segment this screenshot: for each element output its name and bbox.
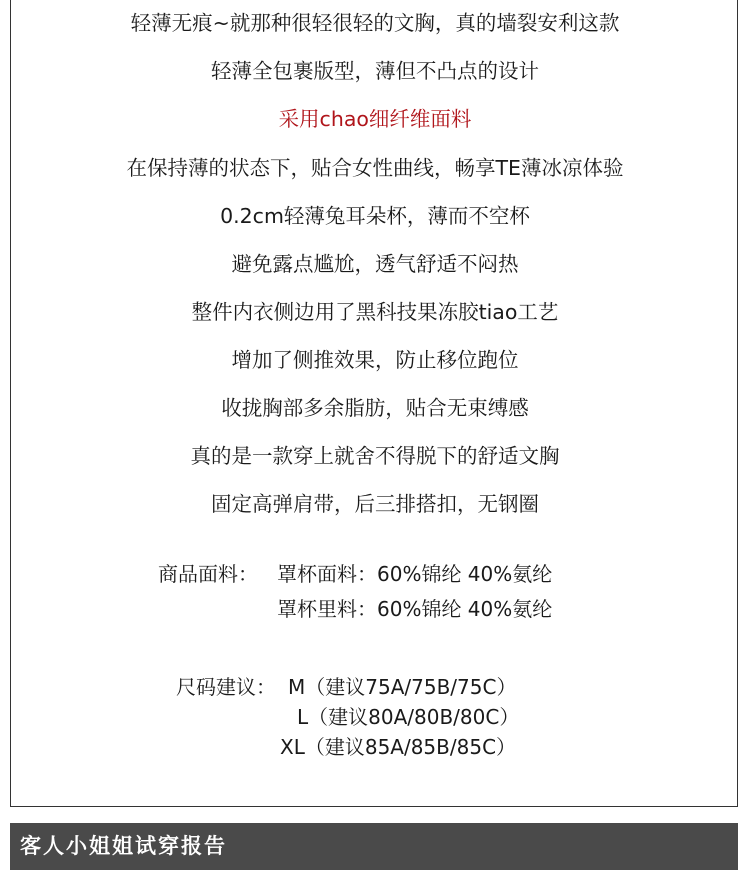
intro-line-9: 收拢胸部多余脂肪，贴合无束缚感 — [221, 396, 529, 420]
size-row-xl: XL（建议85A/85B/85C） — [280, 735, 517, 759]
size-row-l: L（建议80A/80B/80C） — [297, 705, 520, 729]
fabric-cup-outer: 罩杯面料：60%锦纶 40%氨纶 — [277, 562, 553, 586]
intro-line-11: 固定高弹肩带，后三排搭扣，无钢圈 — [211, 492, 539, 516]
intro-line-2: 轻薄全包裹版型，薄但不凸点的设计 — [211, 59, 539, 83]
fabric-cup-inner: 罩杯里料：60%锦纶 40%氨纶 — [277, 597, 553, 621]
intro-line-4: 在保持薄的状态下，贴合女性曲线，畅享TE薄冰凉体验 — [126, 156, 624, 180]
size-label: 尺码建议： — [176, 675, 276, 699]
intro-line-8: 增加了侧推效果，防止移位跑位 — [231, 348, 519, 372]
intro-line-3-highlight: 采用chao细纤维面料 — [278, 107, 472, 131]
intro-line-6: 避免露点尴尬，透气舒适不闷热 — [231, 252, 519, 276]
section-header-bar — [10, 823, 738, 870]
intro-line-5: 0.2cm轻薄兔耳朵杯，薄而不空杯 — [220, 204, 530, 228]
size-row-m: M（建议75A/75B/75C） — [288, 675, 517, 699]
fabric-label: 商品面料： — [158, 562, 258, 586]
intro-line-1: 轻薄无痕~就那种很轻很轻的文胸，真的墙裂安利这款 — [130, 11, 620, 35]
intro-line-7: 整件内衣侧边用了黑科技果冻胶tiao工艺 — [191, 300, 559, 324]
section-header-title: 客人小姐姐试穿报告 — [20, 834, 227, 858]
intro-line-10: 真的是一款穿上就舍不得脱下的舒适文胸 — [190, 444, 560, 468]
